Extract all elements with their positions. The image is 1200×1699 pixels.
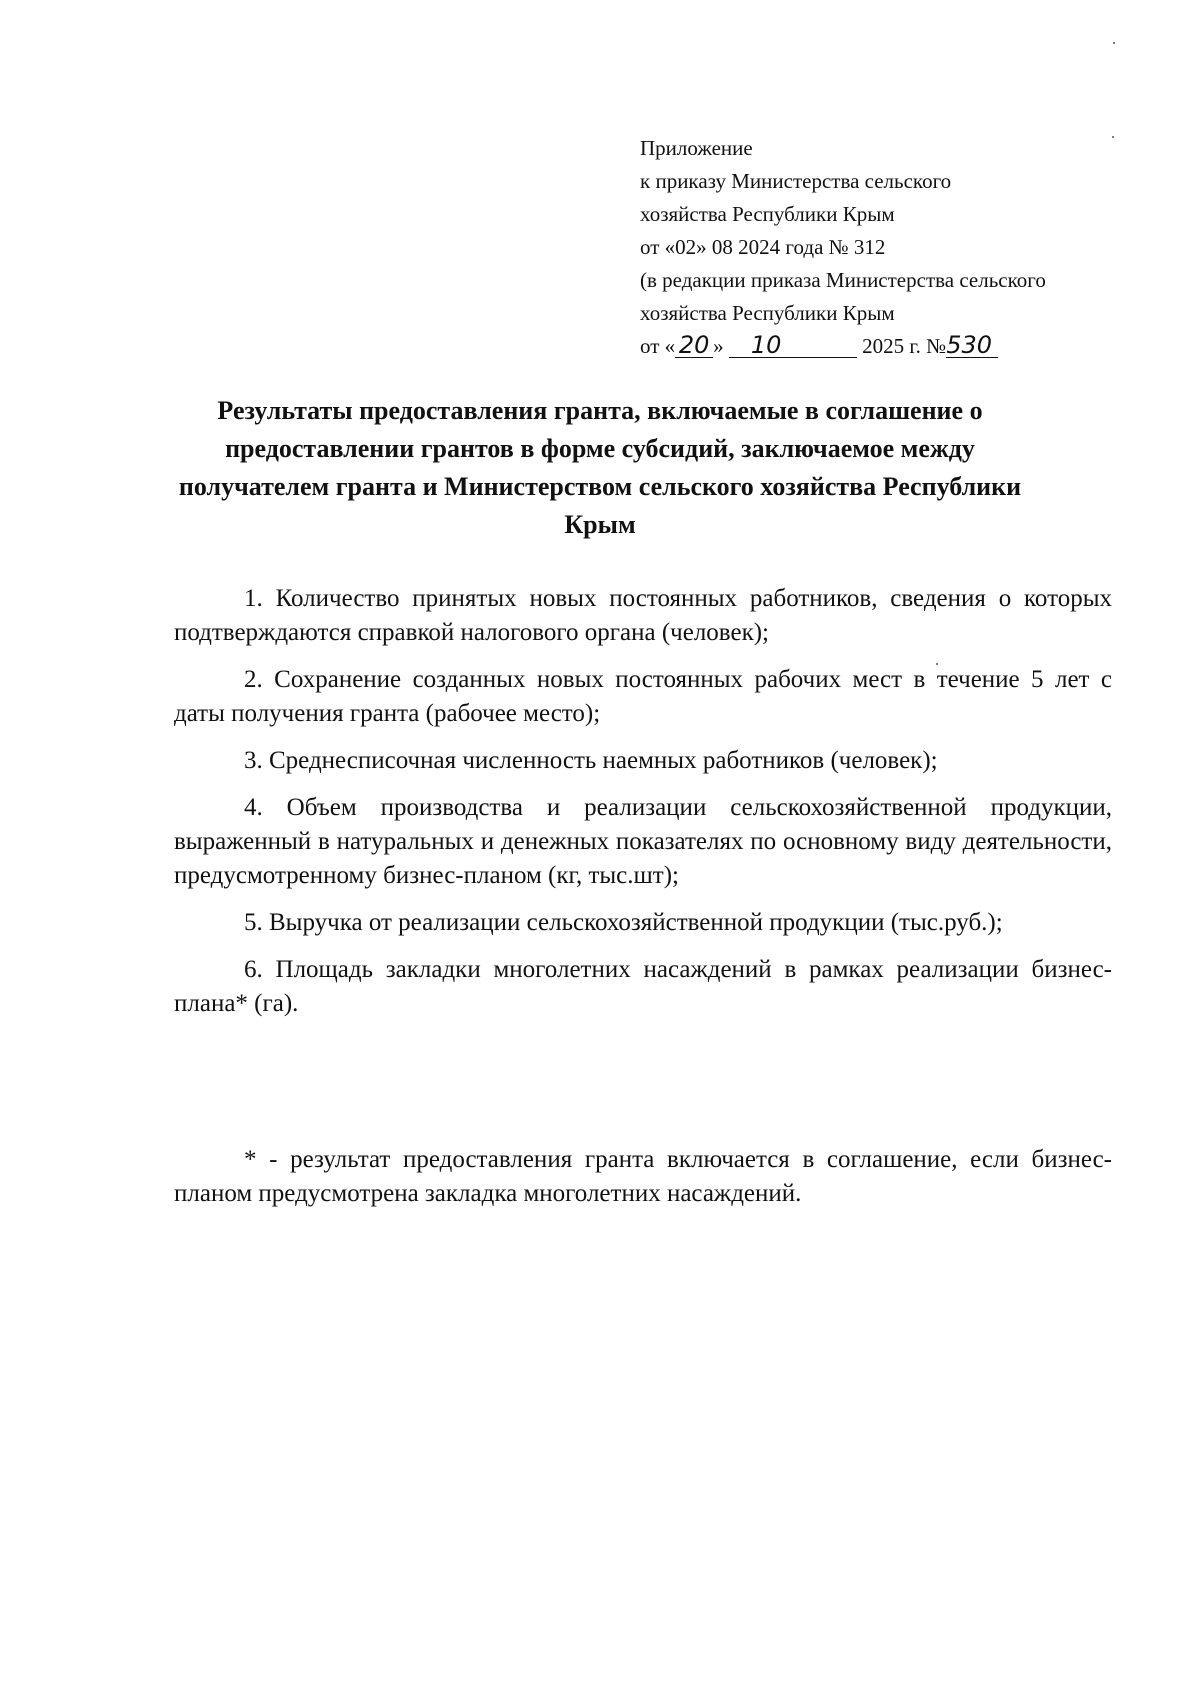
document-title: Результаты предоставления гранта, включаемые в соглашение о предоставлении грантов в форме субсидий, заключаемое между получателем гранта и Министерством сельского хозяйства Республики Крым (178, 396, 1022, 539)
edition-year: 2025 г. № (856, 334, 947, 358)
scan-speck (1113, 42, 1115, 44)
handwritten-month: 10 (729, 333, 857, 358)
scan-speck (1112, 136, 1114, 138)
appendix-header (640, 132, 1120, 363)
scan-speck (936, 663, 938, 665)
list-item: 2. Сохранение созданных новых постоянных рабочих мест в течение 5 лет с даты получения гранта (рабочее место); (174, 666, 1112, 727)
edition-date-mid: » (713, 334, 729, 358)
list-item: 5. Выручка от реализации сельскохозяйственной продукции (тыс.руб.); (244, 909, 1003, 936)
appendix-order-date: от «02» 08 2024 года № 312 (640, 235, 886, 259)
edition-date-prefix: от « (640, 334, 676, 358)
list-item: 3. Среднесписочная численность наемных работников (человек); (244, 747, 938, 774)
list-item: 6. Площадь закладки многолетних насаждений в рамках реализации бизнес-плана* (га). (174, 956, 1112, 1017)
appendix-ministry: хозяйства Республики Крым (640, 202, 895, 226)
list-item: 4. Объем производства и реализации сельскохозяйственной продукции, выраженный в натуральных и денежных показателях по основному виду деятельности, предусмотренному бизнес-планом (кг, тыс.шт); (174, 794, 1112, 889)
appendix-edition-date (640, 330, 1120, 363)
handwritten-day: 20 (675, 333, 713, 358)
list-item: 1. Количество принятых новых постоянных работников, сведения о которых подтверждаются справкой налогового органа (человек); (174, 585, 1112, 646)
results-list (174, 582, 1112, 1034)
footnote: * - результат предоставления гранта включается в соглашение, если бизнес-планом предусмотрена закладка многолетних насаждений. (174, 1146, 1112, 1207)
appendix-edition-ref: (в редакции приказа Министерства сельского (640, 268, 1046, 292)
appendix-label: Приложение (640, 136, 753, 160)
appendix-order-ref: к приказу Министерства сельского (640, 169, 952, 193)
appendix-edition-ministry: хозяйства Республики Крым (640, 301, 895, 325)
handwritten-order-number: 530 (946, 333, 998, 358)
